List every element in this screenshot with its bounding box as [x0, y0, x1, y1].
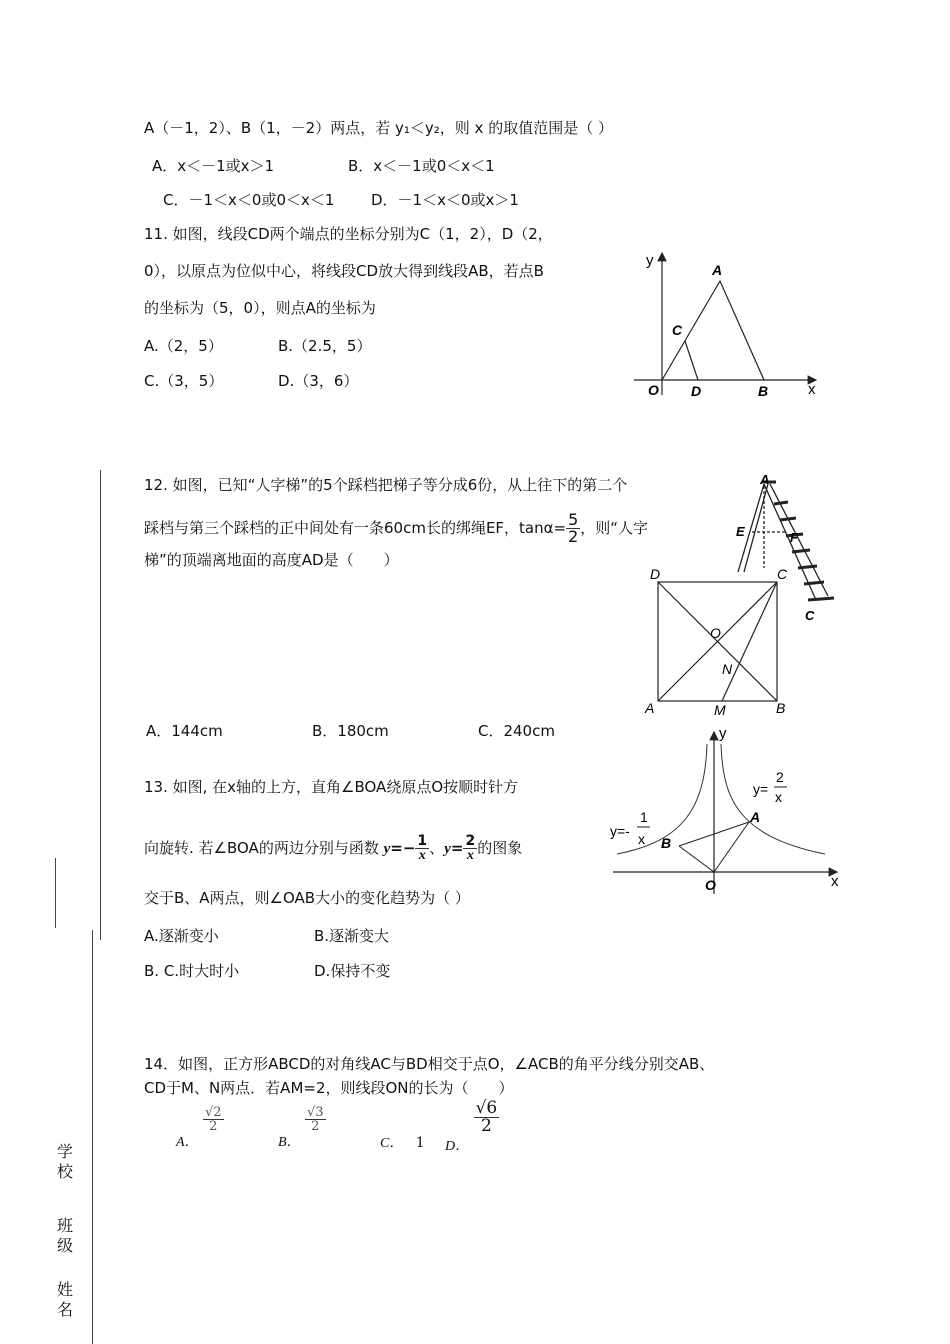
q11-label-b: B	[758, 383, 769, 399]
bisector-cm	[722, 582, 777, 701]
q14-option-a-num: √2	[205, 1105, 222, 1120]
q14-line1: 14．如图，正方形ABCD的对角线AC与BD相交于点O，∠ACB的角平分线分别交AB、	[144, 1055, 715, 1073]
q12-tan-fraction	[566, 512, 580, 545]
q12-tan-den: 2	[568, 527, 579, 546]
q14-option-b	[278, 1106, 326, 1151]
q13-fn1-sign: =−	[390, 839, 416, 857]
q14-option-d-label: D．	[445, 1138, 470, 1154]
ladder-label-a: A	[760, 472, 770, 487]
q10-option-b: B．x＜－1或0＜x＜1	[348, 157, 495, 175]
q13-curve-right	[721, 744, 825, 854]
margin-line-top	[100, 470, 101, 940]
q14-option-c-label: C．	[380, 1136, 404, 1151]
ladder-label-e: E	[736, 524, 745, 539]
square-label-a: A	[645, 700, 655, 716]
q13-right-fn-den: x	[775, 789, 782, 805]
q14-option-a	[176, 1106, 224, 1151]
q14-option-d-den: 2	[480, 1116, 492, 1136]
q12-line2	[144, 512, 648, 545]
q13-fn2-fraction	[463, 834, 477, 863]
q10-option-d: D．－1＜x＜0或x＞1	[371, 191, 519, 209]
q13-option-b: B.逐渐变大	[314, 927, 390, 945]
margin-line-short	[55, 858, 56, 928]
square-label-b: B	[776, 700, 786, 716]
margin-class-label: 班 级	[56, 1216, 73, 1255]
q11-option-a: A.（2，5）	[144, 337, 223, 355]
square-label-d: D	[650, 566, 661, 582]
q11-label-d: D	[691, 383, 702, 399]
q13-option-d: D.保持不变	[314, 962, 391, 980]
q14-option-a-label: A．	[176, 1134, 199, 1150]
q11-line3: 的坐标为（5，0），则点A的坐标为	[144, 299, 376, 317]
q13-fn2-lhs: y	[444, 841, 451, 857]
q14-option-a-den: 2	[209, 1119, 218, 1134]
q12-option-a: A．144cm	[146, 722, 223, 740]
q13-hyperbola-figure	[605, 726, 845, 898]
q12-tan-num: 5	[568, 510, 579, 529]
q14-option-b-den: 2	[311, 1119, 320, 1134]
q12-line2-end: ，则“人字	[580, 519, 649, 537]
q14-option-d-num: √6	[475, 1098, 498, 1118]
q13-fn2-sign: =	[450, 839, 464, 857]
q11-label-x: x	[808, 381, 816, 398]
q10-option-c: C．－1＜x＜0或0＜x＜1	[163, 191, 335, 209]
q13-fn1-den: x	[418, 848, 426, 863]
q13-label-a: A	[750, 809, 761, 825]
ladder-label-f: F	[790, 530, 798, 545]
q13-label-b: B	[661, 835, 672, 851]
q11-option-d: D.（3，6）	[278, 372, 359, 390]
q11-segment-cd	[685, 341, 698, 380]
q14-option-b-fraction	[305, 1106, 326, 1133]
q12-line2-start: 踩档与第三个踩档的正中间处有一条60cm长的绑绳EF，tanα=	[144, 519, 567, 537]
q13-line2-end: 的图象	[477, 839, 523, 857]
q12-option-b: B．180cm	[312, 722, 389, 740]
q14-line2: CD于M、N两点．若AM=2，则线段ON的长为（ ）	[144, 1079, 514, 1097]
square-label-o: O	[710, 625, 721, 641]
q11-label-y: y	[646, 252, 654, 269]
q13-fn2-num: 2	[465, 833, 476, 849]
q12-option-c: C．240cm	[478, 722, 555, 740]
q14-option-d-fraction	[474, 1100, 500, 1135]
ladder-label-c: C	[805, 608, 815, 623]
q13-fn2-den: x	[466, 848, 474, 863]
q13-label-o: O	[705, 877, 716, 893]
q13-label-x: x	[831, 873, 839, 890]
q13-left-fn-num: 1	[640, 809, 648, 825]
q14-square-figure	[640, 564, 795, 720]
q14-option-c	[380, 1132, 425, 1152]
q13-right-fn-num: 2	[776, 769, 784, 785]
q11-line2: 0），以原点为位似中心，将线段CD放大得到线段AB，若点B	[144, 262, 544, 280]
q11-line1: 11. 如图，线段CD两个端点的坐标分别为C（1，2），D（2，	[144, 225, 553, 243]
q14-option-b-label: B．	[278, 1134, 301, 1150]
q13-line1: 13. 如图, 在x轴的上方，直角∠BOA绕原点O按顺时针方	[144, 778, 519, 796]
q13-fn-separator: 、	[429, 839, 445, 857]
margin-name-label: 姓 名	[56, 1280, 73, 1319]
q14-option-a-fraction	[203, 1106, 224, 1133]
q13-option-c: B. C.时大时小	[144, 962, 240, 980]
square-label-m: M	[714, 702, 726, 718]
q12-line3: 梯”的顶端离地面的高度AD是（ ）	[144, 551, 399, 569]
square-label-c: C	[777, 566, 788, 582]
square-label-n: N	[722, 661, 733, 677]
margin-school-label: 学 校	[56, 1142, 73, 1181]
q13-left-fn-lhs: y=-	[610, 823, 630, 839]
q13-label-y: y	[719, 726, 727, 742]
q13-line3: 交于B、A两点，则∠OAB大小的变化趋势为（ ）	[144, 889, 470, 907]
q13-fn1-fraction	[415, 834, 429, 863]
q14-option-d	[445, 1100, 499, 1155]
q14-option-c-value: 1	[415, 1135, 425, 1151]
q10-option-a: A．x＜－1或x＞1	[152, 157, 275, 175]
q11-label-c: C	[672, 322, 683, 338]
q13-fn1-lhs: y	[383, 841, 391, 857]
margin-line-bottom	[92, 930, 93, 1344]
q11-option-c: C.（3，5）	[144, 372, 224, 390]
q10-stem: A（－1，2）、B（1，－2）两点，若 y₁＜y₂，则 x 的取值范围是（ ）	[144, 119, 613, 137]
q11-label-o: O	[648, 382, 659, 398]
q13-right-fn-lhs: y=	[753, 781, 769, 797]
q13-line2-start: 向旋转. 若∠BOA的两边分别与函数	[144, 839, 379, 857]
q11-figure	[628, 245, 828, 405]
q11-option-b: B.（2.5，5）	[278, 337, 372, 355]
q13-line2	[144, 834, 522, 863]
q13-left-fn-den: x	[638, 831, 645, 847]
q14-option-b-num: √3	[307, 1105, 324, 1120]
q12-line1: 12. 如图，已知“人字梯”的5个踩档把梯子等分成6份，从上往下的第二个	[144, 476, 628, 494]
q13-option-a: A.逐渐变小	[144, 927, 219, 945]
q11-label-a: A	[712, 262, 723, 278]
q13-fn1-num: 1	[417, 833, 428, 849]
